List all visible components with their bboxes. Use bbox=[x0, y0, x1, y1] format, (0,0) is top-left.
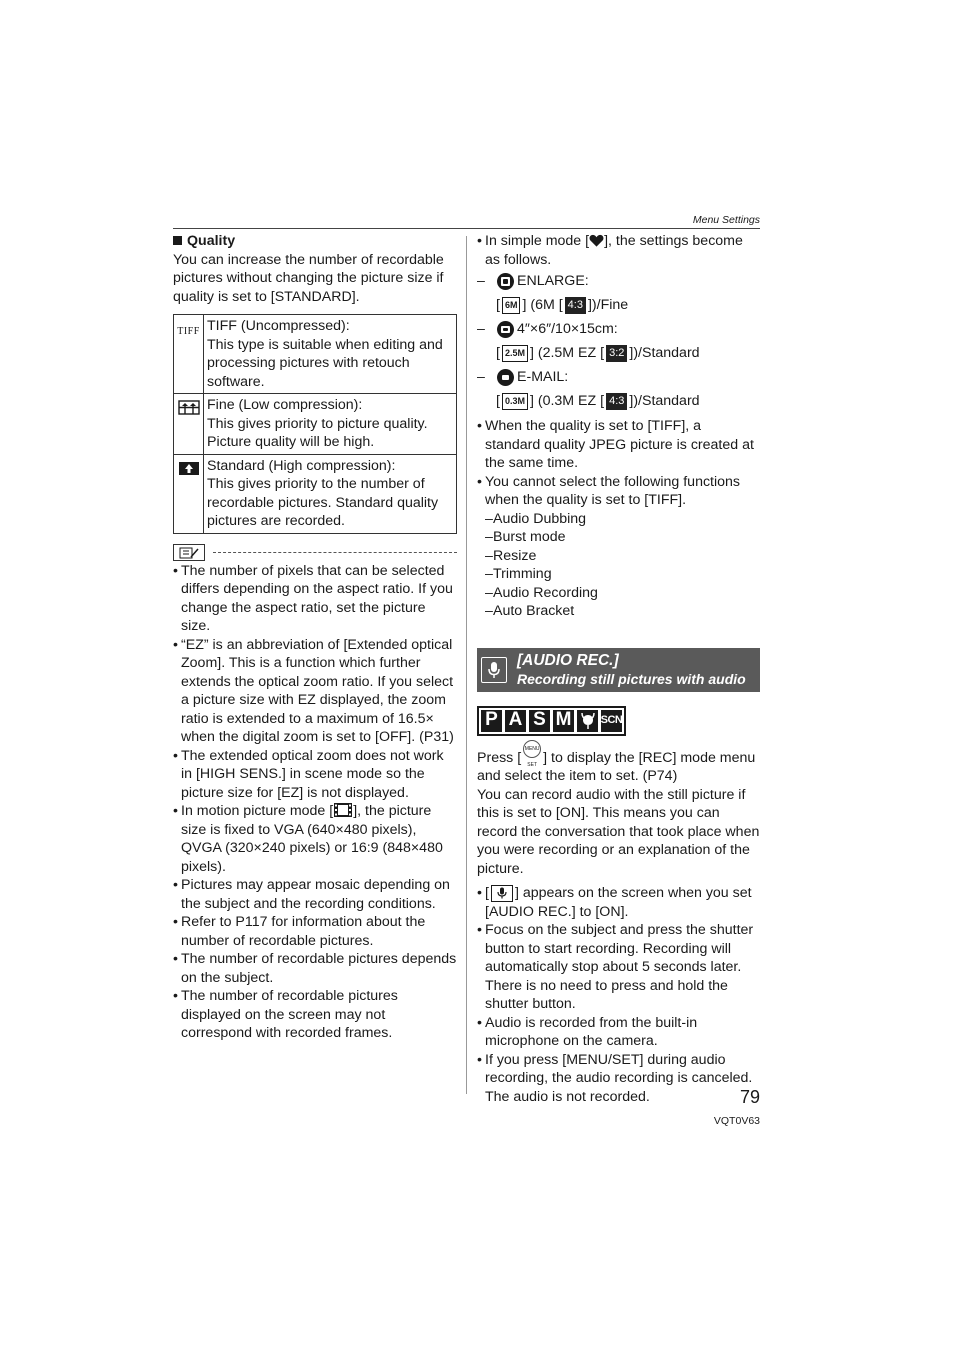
audio-icon bbox=[491, 885, 513, 902]
aspect-badge: 4:3 bbox=[565, 297, 586, 314]
email-icon bbox=[497, 369, 514, 386]
simple-email: – E-MAIL: bbox=[477, 368, 569, 385]
dashed-line bbox=[213, 552, 457, 553]
list-item: – Auto Bracket bbox=[485, 602, 760, 621]
audio-rec-banner bbox=[477, 648, 760, 692]
simple-print: – 4″×6″/10×15cm: bbox=[477, 320, 618, 337]
simple-email-setting: [ 0.3M ] (0.3M EZ [ 4:3 ])/Standard bbox=[496, 392, 700, 409]
list-item: • “EZ” is an abbreviation of [Extended optical Zoom]. This is a function which further extends the optical zoom ratio. If you select a picture size with EZ displayed, the zoom ratio is extended to a maximum of 16.5× when the digital zoom is set to [OFF]. (P31) bbox=[173, 636, 457, 747]
fine-quality-icon bbox=[178, 400, 200, 415]
quality-heading: Quality bbox=[173, 232, 457, 251]
note-icon bbox=[173, 544, 205, 561]
square-bullet-icon bbox=[173, 236, 182, 245]
list-item: – Trimming bbox=[485, 565, 760, 584]
audio-rec-title: [AUDIO REC.] bbox=[517, 651, 619, 669]
audio-description: You can record audio with the still picture if this is set to [ON]. This means you can record the conversation that took place when you were recording or an explanation of the picture. bbox=[477, 786, 760, 877]
quality-intro: You can increase the number of recordable pictures without changing the picture size if quality is set to [STANDARD]. bbox=[173, 251, 444, 305]
microphone-icon bbox=[481, 657, 507, 683]
simple-enlarge: – ENLARGE: bbox=[477, 272, 589, 289]
standard-quality-icon bbox=[178, 461, 200, 476]
header-rule bbox=[173, 228, 760, 229]
page-number: 79 bbox=[739, 1087, 760, 1107]
print-icon bbox=[497, 321, 514, 338]
quality-option-title: TIFF (Uncompressed): bbox=[207, 318, 350, 334]
note-separator bbox=[173, 544, 457, 562]
quality-option-desc: This gives priority to the number of recordable pictures. Standard quality pictures are recorded. bbox=[207, 476, 439, 529]
list-item: • If you press [MENU/SET] during audio recording, the audio recording is canceled. The audio is not recorded. bbox=[477, 1051, 760, 1107]
menu-set-icon: MENU SET bbox=[523, 740, 541, 758]
list-item: • When the quality is set to [TIFF], a standard quality JPEG picture is created at the same time. bbox=[477, 417, 760, 473]
tiff-icon-cell bbox=[174, 315, 204, 394]
size-badge: 0.3M bbox=[502, 393, 528, 410]
left-column bbox=[173, 232, 457, 1043]
table-row bbox=[174, 394, 457, 455]
audio-rec-subtitle: Recording still pictures with audio bbox=[517, 670, 746, 687]
notes-list bbox=[173, 562, 457, 1043]
mode-p: P bbox=[481, 710, 502, 732]
column-divider bbox=[466, 236, 467, 1094]
list-item: • In motion picture mode [ ], the picture size is fixed to VGA (640×480 pixels), QVGA (320×240 pixels) or 16:9 (848×480 pixels). bbox=[173, 802, 457, 876]
running-header: Menu Settings bbox=[692, 214, 760, 226]
quality-option-desc: This type is suitable when editing and processing pictures with retouch software. bbox=[207, 336, 443, 390]
mode-s: S bbox=[529, 710, 550, 732]
enlarge-icon bbox=[497, 273, 514, 290]
list-item: • The extended optical zoom does not work in [HIGH SENS.] in scene mode so the picture size for [EZ] is not displayed. bbox=[173, 747, 457, 803]
motion-picture-icon bbox=[333, 802, 353, 818]
list-item: • The number of pixels that can be selected differs depending on the aspect ratio. If you change the aspect ratio, set the picture size. bbox=[173, 562, 457, 636]
tiff-function-list bbox=[485, 510, 760, 621]
size-badge: 6M bbox=[502, 297, 521, 314]
table-row bbox=[174, 454, 457, 533]
size-badge: 2.5M bbox=[502, 345, 528, 362]
simple-print-setting: [ 2.5M ] (2.5M EZ [ 3:2 ])/Standard bbox=[496, 344, 700, 361]
audio-press-text: Press [MENU SET ] to display the [REC] mode menu and select the item to set. (P74) bbox=[477, 740, 760, 786]
list-item: – Burst mode bbox=[485, 528, 760, 547]
aspect-badge: 3:2 bbox=[606, 345, 627, 362]
list-item: – Audio Dubbing bbox=[485, 510, 760, 529]
tiff-icon: TIFF bbox=[177, 326, 200, 337]
list-item: • Focus on the subject and press the shutter button to start recording. Recording will automatically stop about 5 seconds later. There is no need to press and hold the shutter button. bbox=[477, 921, 760, 1014]
list-item: – Resize bbox=[485, 547, 760, 566]
list-item: • You cannot select the following functions when the quality is set to [TIFF]. – Audio Dubbing – Burst mode – Resize – Trimming – Audio Recording – Auto Bracket bbox=[477, 473, 760, 621]
quality-option-title: Standard (High compression): bbox=[207, 457, 396, 474]
list-item: • Refer to P117 for information about the number of recordable pictures. bbox=[173, 913, 457, 950]
list-item: • In simple mode [ ], the settings become as follows. bbox=[477, 232, 760, 269]
mode-scn: SCN bbox=[601, 710, 622, 732]
macro-icon bbox=[577, 710, 598, 732]
mode-a: A bbox=[505, 710, 526, 732]
list-item: • Audio is recorded from the built-in microphone on the camera. bbox=[477, 1014, 760, 1051]
simple-enlarge-setting: [ 6M ] (6M [ 4:3 ])/Fine bbox=[496, 296, 629, 313]
quality-option-desc: This gives priority to picture quality. Picture quality will be high. bbox=[207, 415, 428, 450]
mode-m: M bbox=[553, 710, 574, 732]
quality-option-title: Fine (Low compression): bbox=[207, 397, 363, 413]
right-column bbox=[477, 232, 760, 1106]
table-row bbox=[174, 315, 457, 394]
heart-icon bbox=[589, 234, 604, 248]
quality-table bbox=[173, 314, 457, 534]
applicable-modes bbox=[477, 706, 626, 736]
list-item: • Pictures may appear mosaic depending on the subject and the recording conditions. bbox=[173, 876, 457, 913]
list-item: • [ ] appears on the screen when you set [AUDIO REC.] to [ON]. bbox=[477, 884, 760, 921]
document-code: VQT0V63 bbox=[713, 1115, 760, 1127]
list-item: • The number of recordable pictures depends on the subject. bbox=[173, 950, 457, 987]
list-item: • The number of recordable pictures displayed on the screen may not correspond with recorded frames. bbox=[173, 987, 457, 1043]
list-item: – Audio Recording bbox=[485, 584, 760, 603]
aspect-badge: 4:3 bbox=[606, 393, 627, 410]
